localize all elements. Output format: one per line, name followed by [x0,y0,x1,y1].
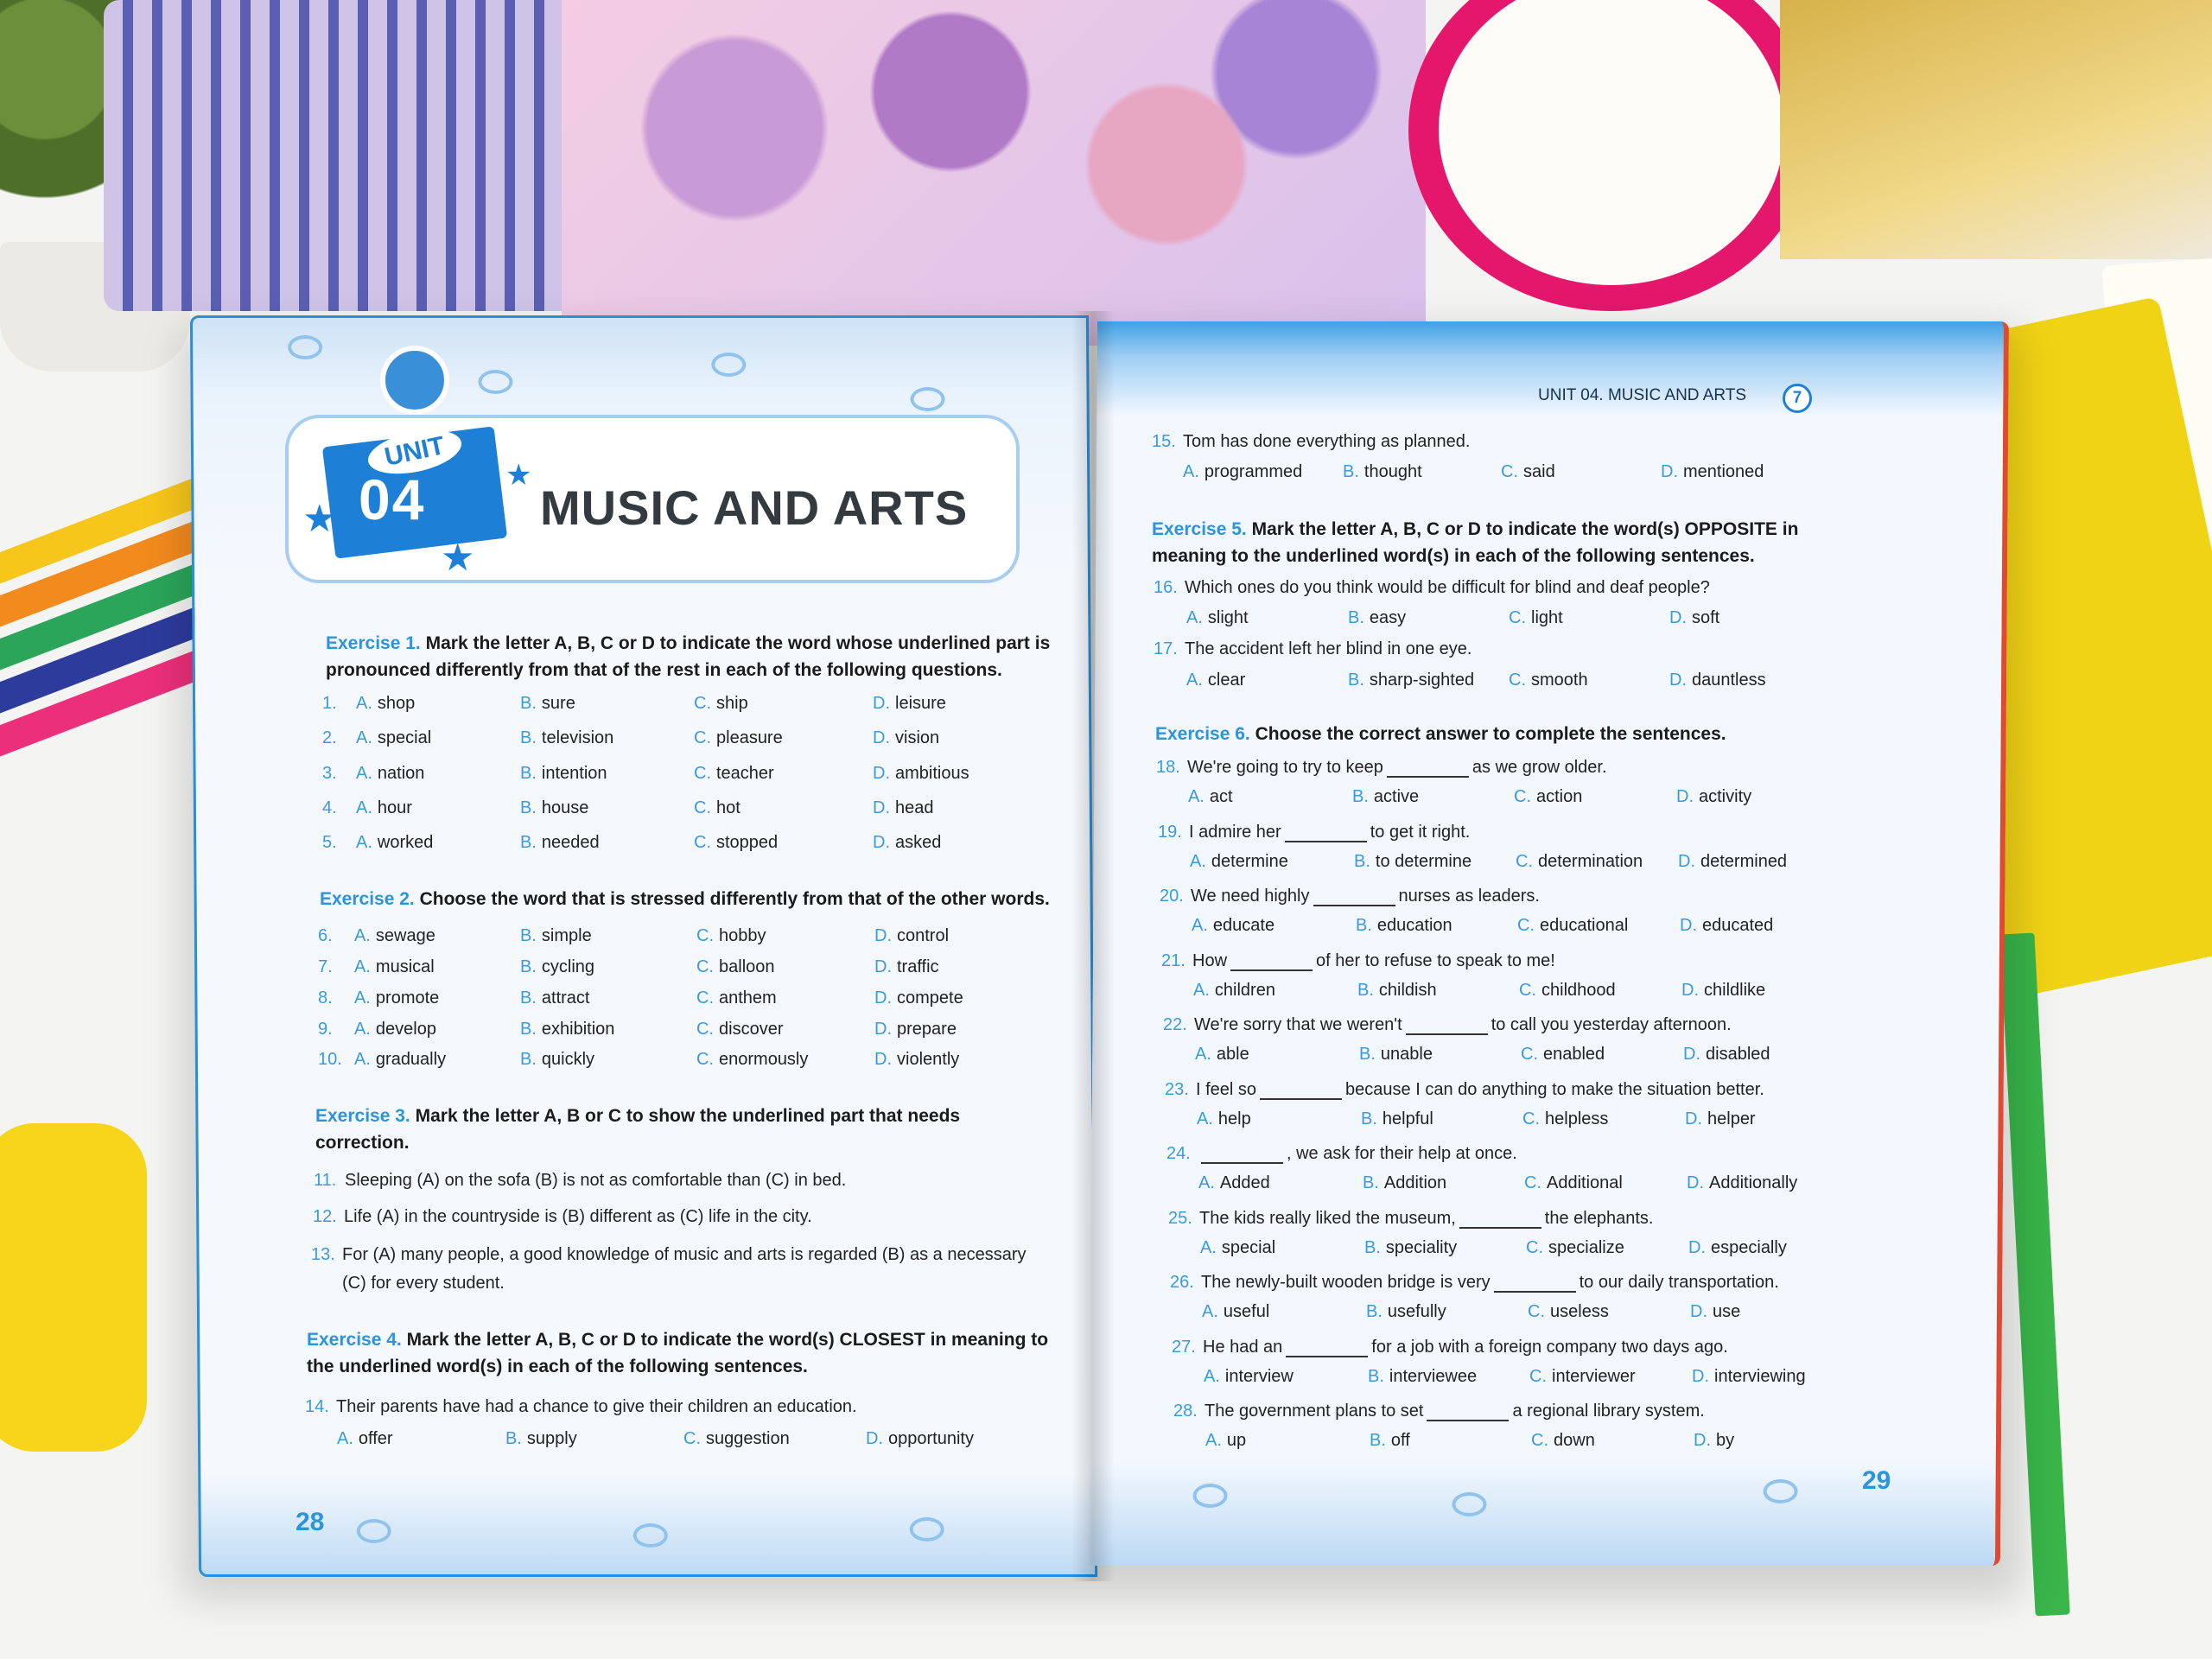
question-23: 23. I feel so because I can do anything to make the situation better. [1165,1080,1764,1099]
answer-option-c[interactable]: C. enormously [696,1050,809,1069]
answer-option-c[interactable]: C. interviewer [1529,1367,1636,1386]
answer-option-c[interactable]: C. light [1509,608,1563,627]
question-number: 4. [322,798,337,817]
answer-option-c[interactable]: C. down [1531,1431,1595,1450]
answer-option-c[interactable]: C. hot [694,798,741,817]
answer-option-b[interactable]: B. television [520,728,614,747]
striped-drawer-box [104,0,622,311]
answer-option-b[interactable]: B. unable [1359,1045,1433,1064]
answer-option-a[interactable]: A. help [1197,1109,1251,1128]
answer-option-b[interactable]: B. simple [520,926,592,945]
answer-option-d[interactable]: D. prepare [874,1020,957,1039]
exercise-6-heading: Exercise 6. Choose the correct answer to complete the sentences. [1155,724,1726,744]
answer-option-d[interactable]: D. soft [1669,608,1720,627]
answer-option-d[interactable]: D. asked [873,833,942,852]
answer-blank[interactable] [1286,1356,1368,1357]
answer-option-a[interactable]: A. interview [1204,1367,1294,1386]
answer-blank[interactable] [1387,776,1469,778]
answer-option-a[interactable]: A. act [1188,787,1233,806]
answer-blank[interactable] [1285,841,1367,842]
answer-blank[interactable] [1201,1162,1283,1164]
exercise-3-heading: Exercise 3. Mark the letter A, B or C to show the underlined part that needs correction. [315,1106,961,1153]
answer-option-b[interactable]: B. off [1370,1431,1410,1450]
astronaut-icon [380,346,449,415]
answer-option-c[interactable]: C. action [1514,787,1583,806]
answer-option-d[interactable]: D. mentioned [1661,462,1764,481]
question-25: 25. The kids really liked the museum, the elephants. [1168,1209,1654,1228]
answer-option-c[interactable]: C. Additional [1524,1173,1623,1192]
answer-option-b[interactable]: B. to determine [1354,852,1472,871]
answer-blank[interactable] [1459,1227,1541,1229]
answer-option-c[interactable]: C. determination [1516,852,1643,871]
answer-option-a[interactable]: A. offer [337,1429,393,1448]
unit-title: MUSIC AND ARTS [540,480,969,535]
answer-option-c[interactable]: C. balloon [696,957,775,976]
answer-option-c[interactable]: C. childhood [1519,981,1616,1000]
answer-option-d[interactable]: D. educated [1680,916,1774,935]
answer-option-a[interactable]: A. Added [1198,1173,1270,1192]
answer-option-d[interactable]: D. opportunity [866,1429,974,1448]
answer-option-a[interactable]: A. special [1200,1238,1276,1257]
question-21: 21. How of her to refuse to speak to me! [1161,951,1555,970]
answer-option-d[interactable]: D. dauntless [1669,671,1766,690]
answer-option-d[interactable]: D. determined [1678,852,1788,871]
pineapple-sharpener [0,1123,147,1452]
answer-option-c[interactable]: C. ship [694,694,748,713]
exercise-1-heading: Exercise 1. Mark the letter A, B, C or D to indicate the word whose underlined part is pronounced differently from that of the rest in each of the following questions. [326,633,1051,680]
answer-option-a[interactable]: A. programmed [1183,462,1303,481]
answer-blank[interactable] [1260,1098,1342,1100]
page-number-right: 29 [1862,1466,1891,1495]
answer-option-b[interactable]: B. easy [1348,608,1407,627]
answer-option-c[interactable]: C. teacher [694,764,774,783]
unit-label: UNIT [364,423,465,481]
answer-option-d[interactable]: D. ambitious [873,764,969,783]
answer-option-b[interactable]: B. intention [520,764,607,783]
answer-option-a[interactable]: A. gradually [354,1050,447,1069]
answer-option-c[interactable]: C. enabled [1521,1045,1605,1064]
answer-option-a[interactable]: A. promote [354,988,440,1007]
answer-option-a[interactable]: A. determine [1190,852,1288,871]
answer-option-a[interactable]: A. sewage [354,926,435,945]
answer-option-a[interactable]: A. up [1205,1431,1247,1450]
answer-option-c[interactable]: C. hobby [696,926,766,945]
answer-option-d[interactable]: D. activity [1676,787,1752,806]
answer-blank[interactable] [1406,1033,1488,1035]
question-number: 5. [322,833,337,852]
answer-option-c[interactable]: C. stopped [694,833,779,852]
star-icon: ★ [505,459,532,492]
answer-option-a[interactable]: A. worked [356,833,434,852]
answer-option-d[interactable]: D. Additionally [1687,1173,1798,1192]
running-head: UNIT 04. MUSIC AND ARTS [1538,386,1747,404]
star-icon: ★ [302,498,337,540]
gold-stand [1780,0,2212,259]
answer-option-c[interactable]: C. smooth [1509,671,1588,690]
answer-option-d[interactable]: D. childlike [1681,981,1766,1000]
answer-option-a[interactable]: A. clear [1186,671,1246,690]
answer-option-d[interactable]: D. by [1694,1431,1735,1450]
answer-option-d[interactable]: D. compete [874,988,963,1007]
answer-option-d[interactable]: D. leisure [873,694,946,713]
answer-option-c[interactable]: C. suggestion [683,1429,790,1448]
answer-option-d[interactable]: D. disabled [1683,1045,1770,1064]
question-number: 1. [322,694,337,713]
question-13-continued: (C) for every student. [342,1274,505,1293]
question-number: 7. [318,957,333,976]
question-13: 13. For (A) many people, a good knowledge of music and arts is regarded (B) as a necessary [311,1245,1027,1264]
answer-option-b[interactable]: B. cycling [520,957,595,976]
answer-option-a[interactable]: A. useful [1202,1302,1270,1321]
question-28: 28. The government plans to set a regional library system. [1173,1402,1705,1421]
answer-option-a[interactable]: A. nation [356,764,425,783]
answer-blank[interactable] [1427,1420,1509,1421]
answer-option-b[interactable]: B. speciality [1364,1238,1458,1257]
question-16: 16. Which ones do you think would be difficult for blind and deaf people? [1154,578,1710,597]
answer-option-a[interactable]: A. special [356,728,432,747]
answer-option-c[interactable]: C. pleasure [694,728,783,747]
answer-option-a[interactable]: A. develop [354,1020,436,1039]
answer-option-b[interactable]: B. needed [520,833,600,852]
answer-option-b[interactable]: B. childish [1357,981,1437,1000]
page-number-left: 28 [296,1508,325,1536]
question-27: 27. He had an for a job with a foreign company two days ago. [1172,1338,1728,1357]
answer-option-c[interactable]: C. said [1501,462,1555,481]
answer-blank[interactable] [1494,1291,1576,1293]
answer-option-b[interactable]: B. sure [520,694,575,713]
question-26: 26. The newly-built wooden bridge is very to our daily transportation. [1170,1273,1779,1292]
exercise-4-heading: Exercise 4. Mark the letter A, B, C or D to indicate the word(s) CLOSEST in meaning to the underlined word(s) in each of the following sentences. [307,1330,1049,1376]
answer-option-c[interactable]: C. specialize [1526,1238,1624,1257]
exercise-5-heading: Exercise 5. Mark the letter A, B, C or D to indicate the word(s) OPPOSITE in meaning to the underlined word(s) in each of the following sentences. [1152,519,1799,566]
answer-option-d[interactable]: D. helper [1685,1109,1756,1128]
question-number: 2. [322,728,337,747]
question-number: 6. [318,926,333,945]
exercise-2-heading: Exercise 2. Choose the word that is stressed differently from that of the other words. [320,889,1050,909]
answer-option-b[interactable]: B. thought [1343,462,1422,481]
answer-option-b[interactable]: B. exhibition [520,1020,615,1039]
star-icon: ★ [441,537,475,579]
answer-option-b[interactable]: B. quickly [520,1050,595,1069]
book-gutter [1071,311,1115,1581]
answer-option-c[interactable]: C. anthem [696,988,777,1007]
answer-option-a[interactable]: A. children [1193,981,1275,1000]
answer-option-d[interactable]: D. use [1690,1302,1741,1321]
answer-option-c[interactable]: C. helpless [1522,1109,1609,1128]
answer-blank[interactable] [1230,969,1313,971]
question-19: 19. I admire her to get it right. [1158,823,1471,842]
answer-option-b[interactable]: B. active [1352,787,1420,806]
question-number: 9. [318,1020,333,1039]
question-24: 24. , we ask for their help at once. [1166,1144,1517,1163]
answer-option-b[interactable]: B. interviewee [1368,1367,1478,1386]
answer-option-a[interactable]: A. shop [356,694,416,713]
answer-option-c[interactable]: C. discover [696,1020,784,1039]
answer-option-b[interactable]: B. helpful [1361,1109,1433,1128]
answer-option-d[interactable]: D. violently [874,1050,960,1069]
answer-option-c[interactable]: C. useless [1528,1302,1609,1321]
answer-option-a[interactable]: A. slight [1186,608,1249,627]
answer-option-d[interactable]: D. interviewing [1692,1367,1806,1386]
question-number: 8. [318,988,333,1007]
question-22: 22. We're sorry that we weren't to call you yesterday afternoon. [1163,1015,1732,1034]
answer-option-b[interactable]: B. usefully [1366,1302,1446,1321]
question-17: 17. The accident left her blind in one eye. [1154,639,1472,658]
question-11: 11. Sleeping (A) on the sofa (B) is not as comfortable than (C) in bed. [314,1171,847,1190]
answer-option-b[interactable]: B. sharp-sighted [1348,671,1475,690]
answer-option-b[interactable]: B. education [1356,916,1452,935]
answer-option-a[interactable]: A. educate [1192,916,1275,935]
question-number: 10. [318,1050,342,1069]
answer-option-d[interactable]: D. especially [1688,1238,1787,1257]
answer-option-b[interactable]: B. attract [520,988,590,1007]
floral-notebook [562,0,1426,346]
answer-blank[interactable] [1313,905,1395,906]
question-18: 18. We're going to try to keep as we grow older. [1156,758,1607,777]
answer-option-d[interactable]: D. control [874,926,950,945]
question-15: 15. Tom has done everything as planned. [1152,432,1471,451]
answer-option-d[interactable]: D. head [873,798,934,817]
question-20: 20. We need highly nurses as leaders. [1160,887,1540,906]
unit-number: 04 [359,467,426,531]
question-14: 14. Their parents have had a chance to give their children an education. [305,1397,857,1416]
answer-option-d[interactable]: D. traffic [874,957,939,976]
answer-option-b[interactable]: B. supply [505,1429,577,1448]
answer-option-d[interactable]: D. vision [873,728,940,747]
answer-option-a[interactable]: A. hour [356,798,412,817]
question-number: 3. [322,764,337,783]
answer-option-c[interactable]: C. educational [1517,916,1629,935]
answer-option-b[interactable]: B. Addition [1363,1173,1447,1192]
answer-option-b[interactable]: B. house [520,798,589,817]
question-12: 12. Life (A) in the countryside is (B) different as (C) life in the city. [313,1207,812,1226]
rocket-badge: 7 [1783,384,1812,413]
answer-option-a[interactable]: A. musical [354,957,435,976]
answer-option-a[interactable]: A. able [1195,1045,1249,1064]
